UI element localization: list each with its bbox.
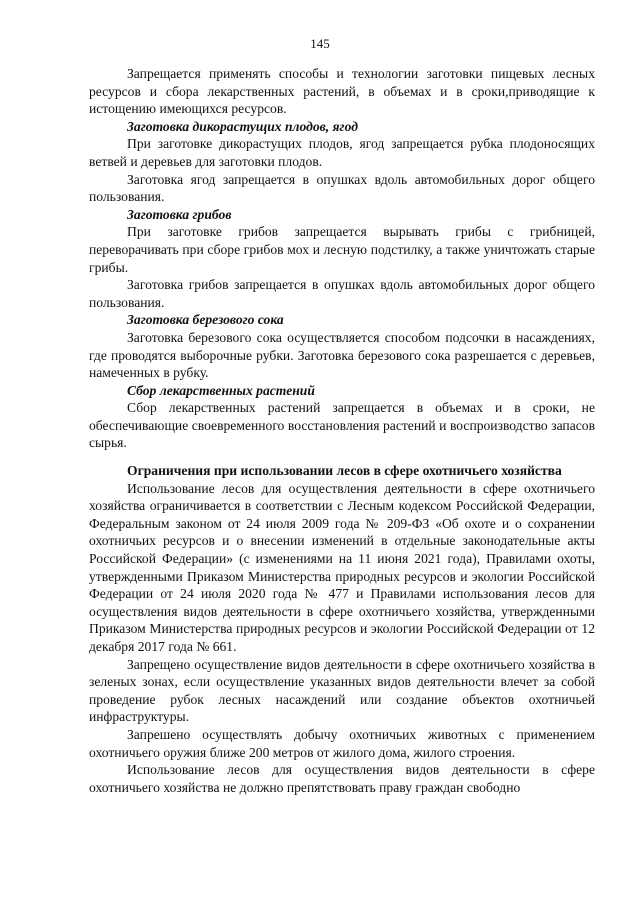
paragraph: Использование лесов для осуществления деятельности в сфере охотничьего хозяйства ограничивается в соответствии с Лесным кодексом Российской Федерации, Федеральным законом от 24 июля 2009 года № 209-ФЗ «Об охоте и о сохранении охотничьих ресурсов и о внесении изменений в отдельные законодательные акты Российской Федерации» (с изменениями на 11 июня 2021 года), Правилами охоты, утвержденными Приказом Министерства природных ресурсов и экологии Российской Федерации от 24 июля 2020 года № 477 и Правилами использования лесов для осуществления видов деятельности в сфере охотничьего хозяйства, утвержденными Приказом Министерства природных ресурсов и экологии Российской Федерации от 12 декабря 2017 года № 661. (89, 480, 595, 654)
paragraph: Запрещается применять способы и технологии заготовки пищевых лесных ресурсов и сбора лекарственных растений, в объемах и в сроки,приводящие к истощению имеющихся ресурсов. (89, 66, 595, 117)
subheading-birch-sap: Заготовка березового сока (127, 312, 284, 328)
paragraph: Заготовка березового сока осуществляется способом подсочки в насаждениях, где проводятся выборочные рубки. Заготовка березового сока разрешается с деревьев, намеченных в рубку. (89, 329, 595, 381)
paragraph: Запрешено осуществлять добычу охотничьих животных с применением охотничьего оружия ближе 200 метров от жилого дома, жилого строения. (89, 726, 595, 760)
paragraph: Заготовка грибов запрещается в опушках вдоль автомобильных дорог общего пользования. (89, 277, 595, 310)
section-title-hunting: Ограничения при использовании лесов в сфере охотничьего хозяйства (127, 463, 562, 479)
subheading-wild-fruits-berries: Заготовка дикорастущих плодов, ягод (127, 118, 358, 134)
paragraph: При заготовке дикорастущих плодов, ягод запрещается рубка плодоносящих ветвей и деревьев для заготовки плодов. (89, 136, 595, 169)
subheading-medicinal-plants: Сбор лекарственных растений (127, 382, 315, 398)
document-body (89, 65, 595, 796)
page-number: 145 (310, 36, 330, 51)
subheading-mushrooms: Заготовка грибов (127, 206, 232, 222)
paragraph: Сбор лекарственных растений запрещается в объемах и в сроки, не обеспечивающие своевременного восстановления растений и воспроизводство запасов сырья. (89, 400, 595, 451)
paragraph: Запрещено осуществление видов деятельности в сфере охотничьего хозяйства в зеленых зонах, если осуществление указанных видов деятельности влечет за собой проведение рубок лесных насаждений или создание объектов охотничьей инфраструктуры. (89, 656, 595, 725)
paragraph: При заготовке грибов запрещается вырывать грибы с грибницей, переворачивать при сборе грибов мох и лесную подстилку, а также уничтожать старые грибы. (89, 224, 595, 275)
paragraph: Использование лесов для осуществления видов деятельности в сфере охотничьего хозяйства не должно препятствовать праву граждан свободно (89, 762, 595, 795)
paragraph: Заготовка ягод запрещается в опушках вдоль автомобильных дорог общего пользования. (89, 171, 595, 205)
